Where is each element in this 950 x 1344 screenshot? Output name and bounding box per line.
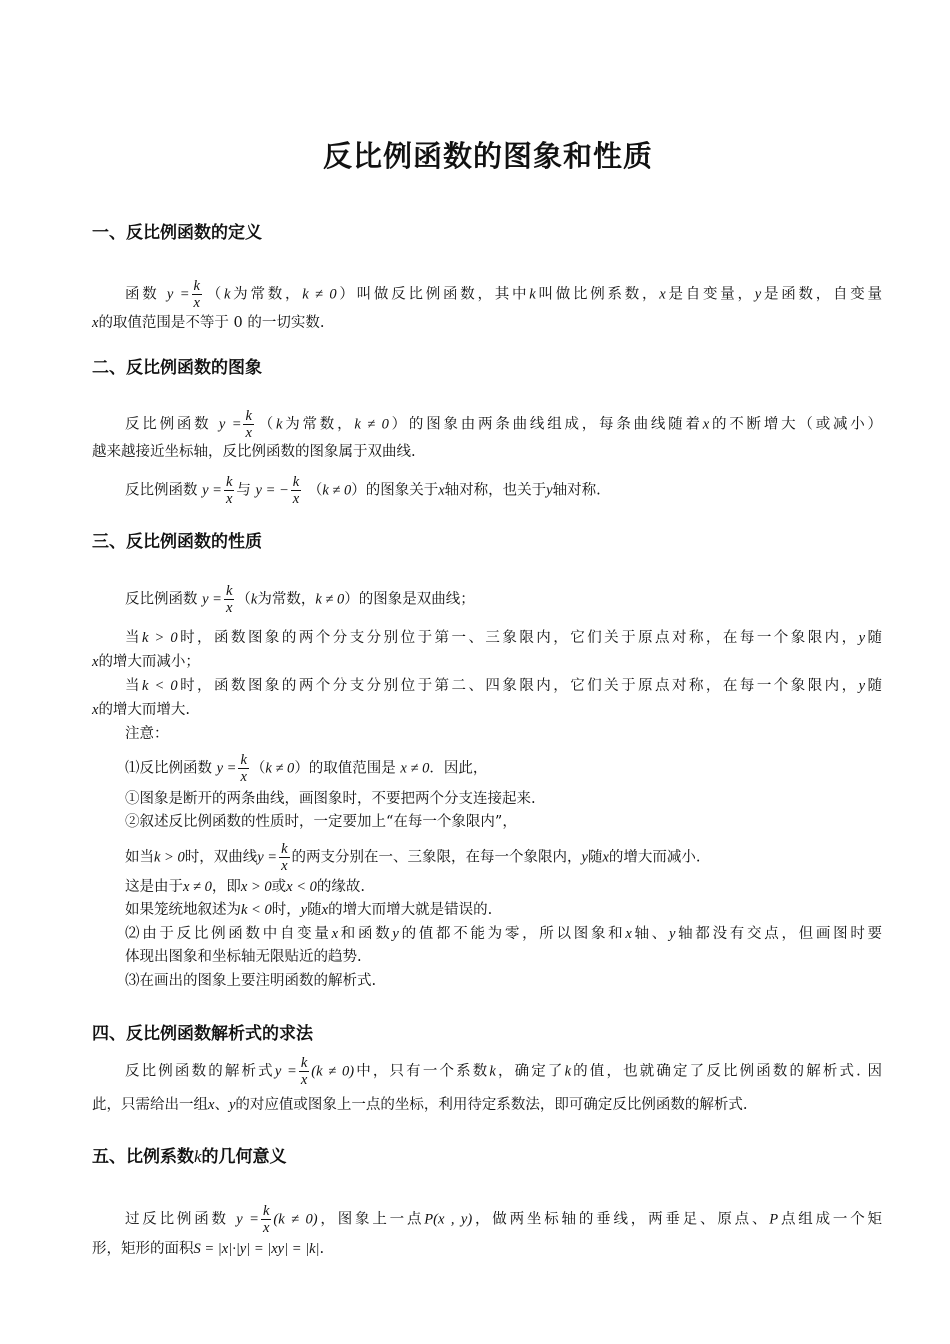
s4-paragraph-line-2: 此，只需给出一组x、y的对应值或图象上一点的坐标，利用待定系数法，即可确定反比例函数的解析式. [92,1097,748,1113]
s3-note-wrong-line: 如果笼统地叙述为k < 0时，y随x的增大而增大就是错误的. [125,902,493,918]
fraction-k-over-x: $\frac{k}{x}$ [193,278,200,311]
s3-paragraph-line-1: 反比例函数 y = $\frac{k}{x}$ （k为常数，k ≠ 0）的图象是双曲线； [125,583,475,616]
s3-note-3: ⑶在画出的图象上要注明函数的解析式. [125,973,377,989]
s3-paragraph-line-4: 当k < 0时，函数图象的两个分支分别位于第二、四象限内，它们关于原点对称，在每一个象限内，y随 [125,678,883,694]
section-2-heading: 二、反比例函数的图象 [92,358,262,378]
fraction-k-over-x: $\frac{k}{x}$ [240,752,247,785]
fraction-k-over-x: $\frac{k}{x}$ [262,1203,270,1236]
s1-paragraph-line-2: x的取值范围是不等于 0 的一切实数. [92,315,325,331]
fraction-k-over-x: $\frac{k}{x}$ [292,474,300,507]
s3-paragraph-line-2: 当k > 0时，函数图象的两个分支分别位于第一、三象限内，它们关于原点对称，在每一个象限内，y随 [125,630,883,646]
s3-note-2: ⑵由于反比例函数中自变量x和函数y的值都不能为零，所以图象和x轴、y轴都没有交点，但画图时要 [125,926,883,942]
s1-paragraph-line-1: 函数 y = $\frac{k}{x}$ （k为常数，k ≠ 0）叫做反比例函数，其中k叫做比例系数，x是自变量，y是函数，自变量 [125,278,883,311]
s5-paragraph-line-1: 过反比例函数 y = $\frac{k}{x}$ (k ≠ 0)，图象上一点P(x , y)，做两坐标轴的垂线，两垂足、原点、P点组成一个矩 [125,1203,883,1236]
section-5-heading: 五、比例系数k的几何意义 [92,1147,287,1167]
s5-paragraph-line-2: 形，矩形的面积S = |x|·|y| = |xy| = |k|. [92,1241,325,1257]
page-title: 反比例函数的图象和性质 [322,139,653,173]
s2-paragraph-line-1: 反比例函数 y = $\frac{k}{x}$ （k为常数，k ≠ 0）的图象由两条曲线组成，每条曲线随着x的不断增大（或减小） [125,408,883,441]
s4-paragraph-line-1: 反比例函数的解析式y = $\frac{k}{x}$ (k ≠ 0)中，只有一个系数k，确定了k的值，也就确定了反比例函数的解析式. 因 [125,1055,882,1088]
fraction-k-over-x: $\frac{k}{x}$ [300,1055,308,1088]
fraction-k-over-x: $\frac{k}{x}$ [225,583,233,616]
s3-paragraph-line-5: x的增大而增大. [92,702,191,718]
s3-note-label: 注意： [125,726,169,742]
section-4-heading: 四、反比例函数解析式的求法 [92,1024,313,1044]
s3-note-reason-line: 这是由于x ≠ 0，即x > 0或x < 0的缘故. [125,879,365,895]
section-3-heading: 三、反比例函数的性质 [92,532,262,552]
s3-note-1-item-1: ①图象是断开的两条曲线，画图象时，不要把两个分支连接起来. [125,791,536,807]
s3-note-1-item-2: ②叙述反比例函数的性质时，一定要加上“在每一个象限内”， [125,814,517,830]
s2-paragraph-line-3: 反比例函数 y = $\frac{k}{x}$ 与 y = − $\frac{k}{x}$ （k ≠ 0）的图象关于x轴对称，也关于y轴对称. [125,474,601,507]
fraction-k-over-x: $\frac{k}{x}$ [225,474,233,507]
s3-note-example-line: 如当k > 0时，双曲线y = $\frac{k}{x}$ 的两支分别在一、三象限，在每一个象限内，y随x的增大而减小. [125,841,701,874]
fraction-k-over-x: $\frac{k}{x}$ [281,841,288,874]
s2-paragraph-line-2: 越来越接近坐标轴，反比例函数的图象属于双曲线. [92,444,416,460]
s3-note-2-cont: 体现出图象和坐标轴无限贴近的趋势. [125,949,362,965]
s3-note-1: ⑴反比例函数 y = $\frac{k}{x}$ （k ≠ 0）的取值范围是 x ≠ 0．因此， [125,752,488,785]
section-1-heading: 一、反比例函数的定义 [92,223,262,243]
fraction-k-over-x: $\frac{k}{x}$ [245,408,252,441]
s3-paragraph-line-3: x的增大而减小； [92,654,200,670]
